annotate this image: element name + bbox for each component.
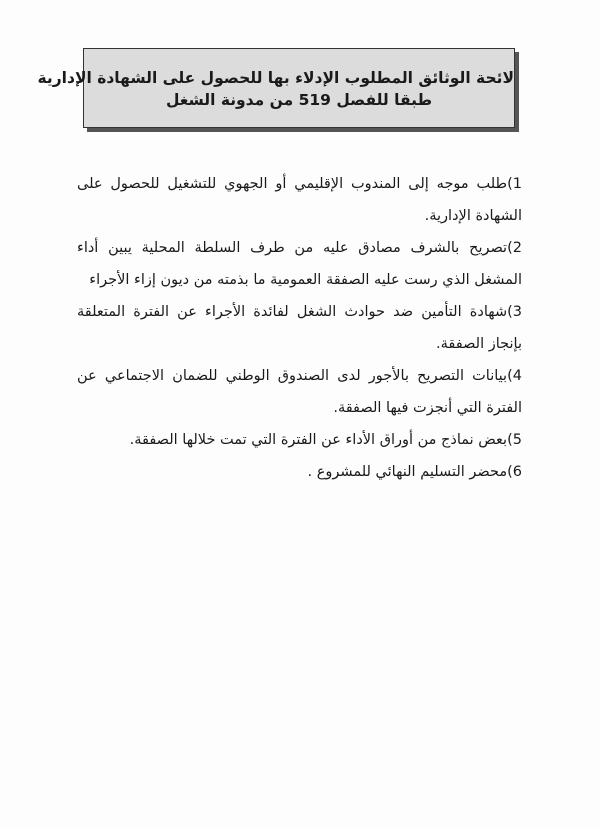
item-text: تصريح بالشرف مصادق عليه من طرف السلطة المحلية يبين أداء المشغل الذي رست عليه الصفقة العمومية ما بذمته من ديون إزاء الأجراء — [77, 240, 522, 288]
list-item — [77, 424, 522, 456]
documents-list — [77, 168, 522, 488]
item-number: 2) — [507, 240, 522, 256]
list-item — [77, 232, 522, 296]
list-item — [77, 296, 522, 360]
list-item — [77, 456, 522, 488]
item-text: محضر التسليم النهائي للمشروع . — [307, 464, 508, 480]
item-number: 1) — [507, 176, 522, 192]
title-line-2: طبقا للفصل 519 من مدونة الشغل — [165, 91, 433, 109]
title-line-1: لائحة الوثائق المطلوب الإدلاء بها للحصول على الشهادة الإدارية — [37, 69, 514, 87]
item-text: طلب موجه إلى المندوب الإقليمي أو الجهوي للتشغيل للحصول على الشهادة الإدارية. — [77, 176, 522, 224]
item-text: بعض نماذج من أوراق الأداء عن الفترة التي تمت خلالها الصفقة. — [129, 432, 508, 448]
item-number: 4) — [507, 368, 522, 384]
item-text: شهادة التأمين ضد حوادث الشغل لفائدة الأجراء عن الفترة المتعلقة بإنجاز الصفقة. — [77, 304, 522, 352]
item-text: بيانات التصريح بالأجور لدى الصندوق الوطني للضمان الاجتماعي عن الفترة التي أنجزت فيها الصفقة. — [77, 368, 522, 416]
title-box — [37, 48, 515, 128]
list-item — [77, 168, 522, 232]
list-item — [77, 360, 522, 424]
item-number: 5) — [507, 432, 522, 448]
item-number: 3) — [507, 304, 522, 320]
item-number: 6) — [507, 464, 522, 480]
